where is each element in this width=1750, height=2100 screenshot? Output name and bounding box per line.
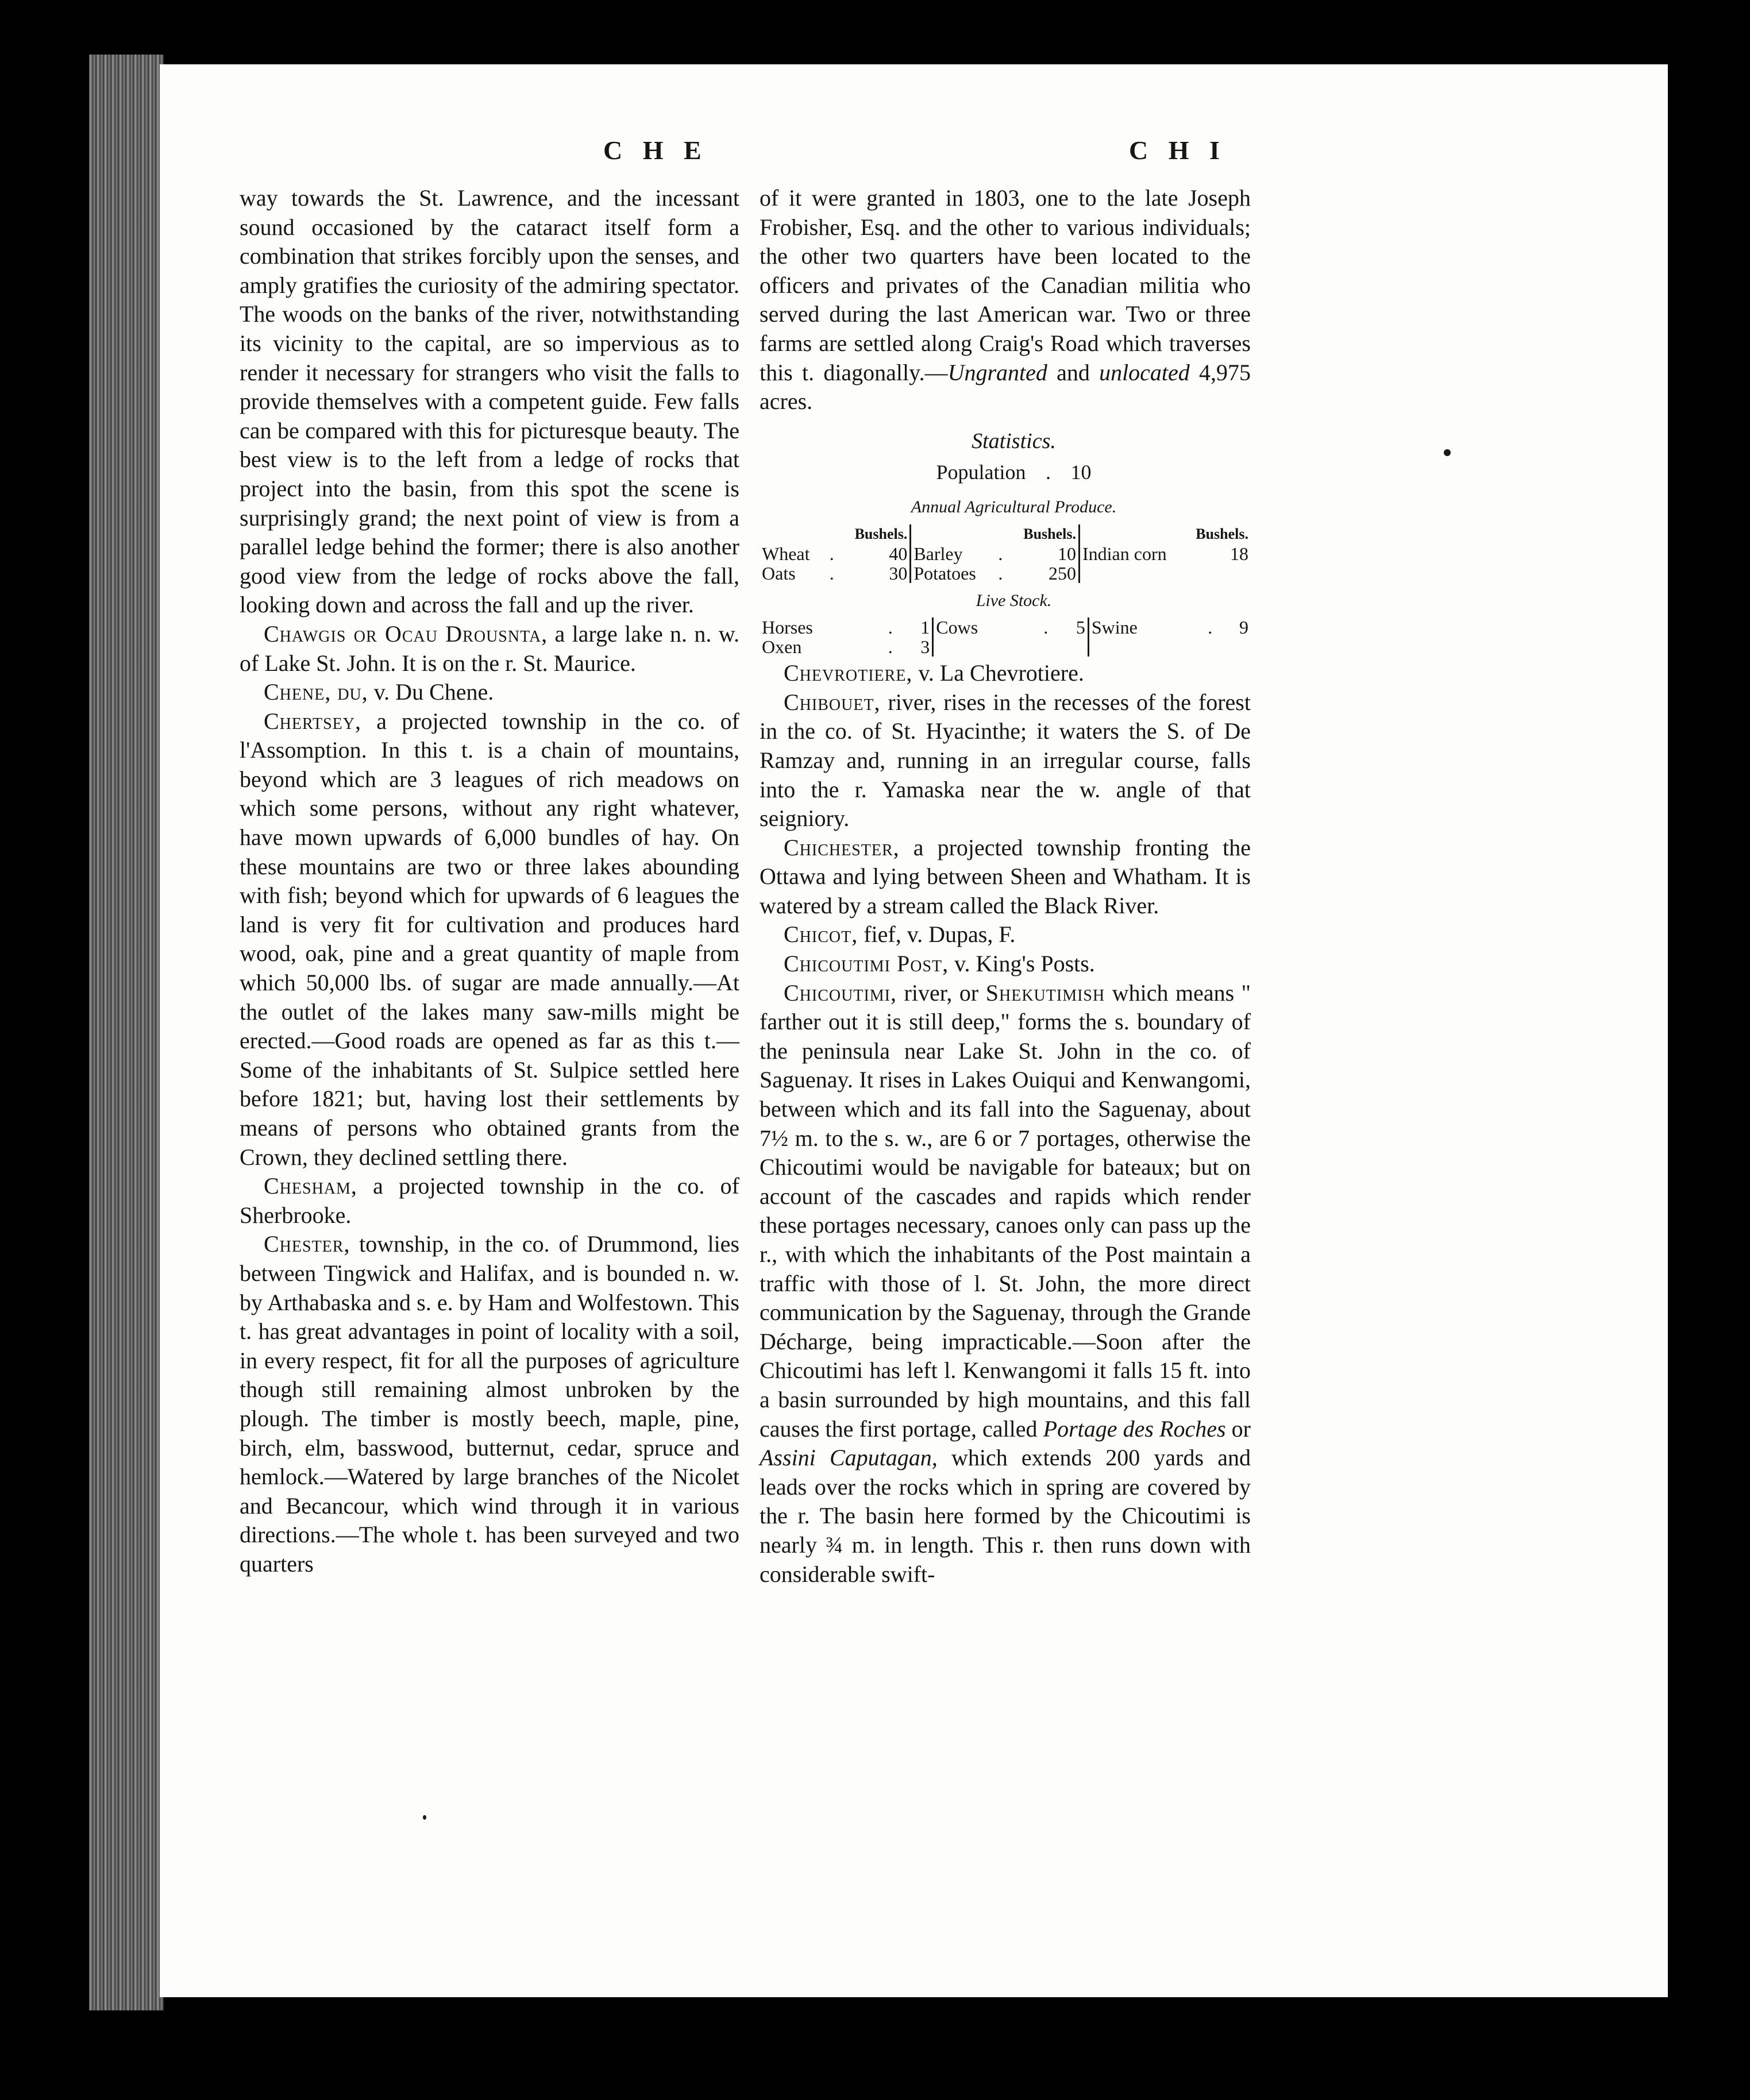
dot-leader: . — [829, 543, 834, 564]
italic-text: unlocated — [1099, 359, 1190, 385]
entry-chichester — [760, 833, 1251, 921]
left-column — [240, 184, 739, 1579]
italic-text: Assini Caputagan, — [760, 1445, 938, 1471]
right-column — [760, 184, 1251, 1589]
table-cell — [1080, 563, 1184, 583]
dot-leader: . — [1043, 617, 1049, 638]
population-value: 10 — [1070, 461, 1092, 484]
table-cell: Indian corn — [1082, 543, 1167, 564]
table-cell: 3 — [901, 637, 933, 657]
entry-body: township, in the co. of Drummond, lies between Tingwick and Halifax, and is bounded n. w. by Arthabaska and s. e. by Ham and Wolfestown. This t. has great advantages in point of locality with a soil, in every respect, fit for all the purposes of agriculture though still remaining almost unbroken by the plough. The timber is mostly beech, maple, pine, birch, elm, basswood, butternut, cedar, spruce and hemlock.—Watered by large branches of the Nicolet and Becancour, which wind through it in various directions.—The whole t. has been surveyed and two quarters — [240, 1231, 739, 1577]
table-cell — [1221, 637, 1251, 657]
paragraph-continued — [760, 184, 1251, 416]
entry-head: Chertsey, — [264, 708, 361, 734]
dot-leader: . — [829, 562, 834, 584]
entry-head: Chichester, — [784, 834, 900, 860]
italic-text: Ungranted — [947, 359, 1047, 385]
dot-leader: . — [998, 543, 1003, 564]
entry-body: v. King's Posts. — [949, 951, 1095, 977]
table-cell: 40 — [843, 544, 911, 563]
dot-leader: . — [1046, 461, 1051, 484]
table-cell: Oxen — [762, 636, 802, 658]
table-cell: 9 — [1239, 617, 1248, 638]
table-cell: Wheat — [762, 543, 810, 564]
entry-chevrotiere — [760, 659, 1251, 688]
dot-leader: . — [888, 636, 893, 658]
entry-head: Chene, du, — [264, 679, 368, 705]
table-header-row — [760, 524, 1251, 544]
paragraph-continued: way towards the St. Lawrence, and the incessant sound occasioned by the cataract itself form a combination that strikes forcibly upon the senses, and amply gratifies the curiosity of the admiring spectator. The woods on the banks of the river, notwithstanding its vicinity to the capital, are so impervious as to render it necessary for strangers who visit the falls to provide themselves with a competent guide. Few falls can be compared with this for picturesque beauty. The best view is to the left from a ledge of rocks that project into the basin, from this spot the scene is surprisingly grand; the next point of view is from a parallel ledge behind the former; there is also another good view from the ledge of rocks above the fall, looking down and across the fall and up the river. — [240, 185, 739, 618]
entry-body: or — [1225, 1415, 1251, 1442]
running-head-left: C H E — [603, 136, 708, 165]
body-text: 4,975 acres. — [760, 359, 1251, 415]
statistics-title: Statistics. — [972, 429, 1056, 453]
table-cell — [1088, 637, 1199, 657]
statistics-block — [760, 427, 1251, 657]
population-label: Population — [936, 461, 1026, 484]
entry-head: Chesham, — [264, 1173, 357, 1199]
table-cell: 5 — [1057, 617, 1088, 637]
table-cell: 250 — [1011, 563, 1079, 583]
entry-head: Chawgis or Ocau Drousnta, — [264, 620, 548, 647]
running-head-right: C H I — [1129, 136, 1227, 165]
entry-head: Chicoutimi, — [784, 979, 897, 1006]
entry-head: Chester, — [264, 1231, 350, 1257]
table-cell — [1057, 637, 1088, 657]
table-row — [760, 637, 1251, 657]
entry-chesham — [240, 1172, 739, 1230]
entry-body: a projected township in the co. of Sherbrooke. — [240, 1173, 739, 1228]
table-cell: 18 — [1230, 543, 1248, 564]
entry-chicot — [760, 920, 1251, 949]
table-cell: Horses — [762, 617, 813, 638]
table-cell: Cows — [936, 617, 978, 638]
entry-chicoutimi-post — [760, 949, 1251, 979]
entry-head: Chicot, — [784, 921, 858, 948]
table-cell: 10 — [1011, 544, 1079, 563]
entry-body: which extends 200 yards and leads over the rocks which in spring are covered by the r. The basin here formed by the Chicoutimi is nearly ¾ m. in length. This r. then runs down with considerable swift- — [760, 1445, 1251, 1587]
dot-leader: . — [998, 562, 1003, 584]
produce-table — [760, 524, 1251, 583]
table-row — [760, 563, 1251, 583]
livestock-table — [760, 617, 1251, 657]
dot-leader: . — [888, 617, 893, 638]
table-row — [760, 544, 1251, 563]
produce-title: Annual Agricultural Produce. — [911, 497, 1117, 516]
entry-body: v. La Chevrotiere. — [912, 660, 1084, 686]
entry-body: river, or — [897, 979, 986, 1006]
entry-chester — [240, 1230, 739, 1578]
table-cell: 1 — [901, 617, 933, 637]
population-line — [777, 458, 1251, 487]
column-header: Bushels. — [1011, 524, 1079, 544]
entry-chene — [240, 678, 739, 707]
entry-body: a large lake n. n. w. of Lake St. John. It is on the r. St. Maurice. — [240, 620, 739, 676]
entry-body: a projected township fronting the Ottawa and lying between Sheen and Whatham. It is watered by a stream called the Black River. — [760, 834, 1251, 918]
dot-leader: . — [1208, 617, 1213, 638]
livestock-title: Live Stock. — [976, 590, 1052, 610]
book-spine-edge — [89, 55, 164, 2010]
table-row — [760, 617, 1251, 637]
body-text: of it were granted in 1803, one to the late Joseph Frobisher, Esq. and the other to various individuals; the other two quarters have been located to the officers and privates of the Canadian militia who served during the last American war. Two or three farms are settled along Craig's Road which traverses this t. diagonally.— — [760, 185, 1251, 385]
table-cell — [933, 637, 1035, 657]
body-text: and — [1047, 359, 1100, 385]
italic-text: Portage des Roches — [1043, 1415, 1226, 1442]
table-cell: 30 — [843, 563, 911, 583]
entry-body: fief, v. Dupas, F. — [858, 921, 1016, 948]
table-cell: Swine — [1091, 617, 1138, 638]
ink-speck — [1444, 449, 1451, 456]
entry-chawgis — [240, 620, 739, 678]
entry-chibouet — [760, 688, 1251, 833]
entry-chertsey — [240, 707, 739, 1172]
column-header: Bushels. — [1196, 525, 1248, 542]
entry-body: v. Du Chene. — [368, 679, 494, 705]
entry-head: Chevrotiere, — [784, 660, 913, 686]
entry-body: a projected township in the co. of l'Assomption. In this t. is a chain of mountains, beyond which are 3 leagues of rich meadows on which some persons, without any right whatever, have mown upwards of 6,000 bundles of hay. On these mountains are two or three lakes abounding with fish; beyond which for upwards of 6 leagues the land is very fit for cultivation and produces hard wood, oak, pine and a great quantity of maple from which 50,000 lbs. of sugar are made annually.—At the outlet of the lakes many saw-mills might be erected.—Good roads are opened as far as this t.—Some of the inhabitants of St. Sulpice settled here before 1821; but, having lost their settlements by means of persons who obtained grants from the Crown, they declined settling there. — [240, 708, 739, 1170]
column-header: Bushels. — [843, 524, 911, 544]
entry-head: Chibouet, — [784, 689, 881, 715]
table-cell: Barley — [913, 543, 963, 564]
ink-speck — [423, 1815, 426, 1820]
entry-head-alt: Shekutimish — [985, 979, 1105, 1006]
table-cell: Potatoes — [913, 562, 976, 584]
entry-head: Chicoutimi Post, — [784, 951, 949, 977]
entry-body: which means " farther out it is still deep," forms the s. boundary of the peninsula near Lake St. John in the co. of Saguenay. It rises in Lakes Ouiqui and Kenwangomi, between which and its fall into the Saguenay, about 7½ m. to the s. w., are 6 or 7 portages, otherwise the Chicoutimi would be navigable for bateaux; but on account of the cascades and rapids which render these portages necessary, canoes only can pass up the r., with which the inhabitants of the Post maintain a traffic with those of l. St. John, the more direct communication by the Saguenay, through the Grande Décharge, being impracticable.—Soon after the Chicoutimi has left l. Kenwangomi it falls 15 ft. into a basin surrounded by high mountains, and this fall causes the first portage, called — [760, 979, 1251, 1442]
entry-chicoutimi — [760, 979, 1251, 1589]
entry-body: river, rises in the recesses of the forest in the co. of St. Hyacinthe; it waters the S. of De Ramzay and, running in an irregular course, falls into the r. Yamaska near the w. angle of that seigniory. — [760, 689, 1251, 832]
table-cell — [1184, 563, 1251, 583]
table-cell: Oats — [762, 562, 796, 584]
